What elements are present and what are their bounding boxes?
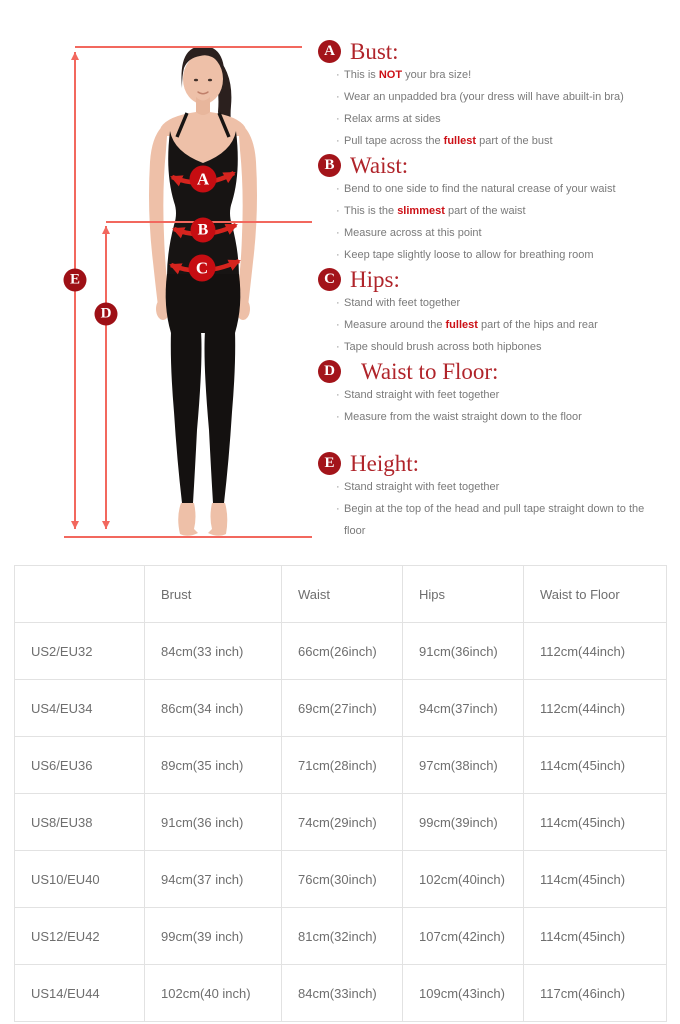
bullet-dot: · xyxy=(336,411,340,423)
section-heading xyxy=(318,38,668,64)
table-cell: 99cm(39 inch) xyxy=(145,908,282,965)
table-row xyxy=(15,623,667,680)
highlighted-word: slimmest xyxy=(397,205,445,217)
section-badge: A xyxy=(318,40,341,63)
table-cell: US12/EU42 xyxy=(15,908,145,965)
bullet-item xyxy=(318,178,668,200)
bullet-text: Stand straight with feet together xyxy=(344,389,500,401)
bullet-text: Keep tape slightly loose to allow for breathing room xyxy=(344,249,594,261)
section-title: Hips: xyxy=(350,266,400,292)
section-heading xyxy=(318,152,668,178)
bullet-text: This is the slimmest part of the waist xyxy=(344,205,526,217)
bullet-dot: · xyxy=(336,113,340,125)
measurement-lines xyxy=(0,0,320,565)
bullet-dot: · xyxy=(336,205,340,217)
section-bullets xyxy=(318,178,668,266)
bullet-text: Measure around the fullest part of the hips and rear xyxy=(344,319,598,331)
table-cell: 84cm(33 inch) xyxy=(145,623,282,680)
bullet-text: Begin at the top of the head and pull tape straight down to the floor xyxy=(344,503,645,537)
table-cell: 94cm(37 inch) xyxy=(145,851,282,908)
section-bust xyxy=(318,38,668,152)
table-cell: 114cm(45inch) xyxy=(524,908,667,965)
bullet-dot: · xyxy=(336,389,340,401)
section-heading xyxy=(318,266,668,292)
bullet-text: Bend to one side to find the natural crease of your waist xyxy=(344,183,616,195)
table-row xyxy=(15,908,667,965)
bullet-item xyxy=(318,498,668,542)
table-cell: 74cm(29inch) xyxy=(282,794,403,851)
table-cell: 112cm(44inch) xyxy=(524,680,667,737)
table-cell: 86cm(34 inch) xyxy=(145,680,282,737)
table-cell: US14/EU44 xyxy=(15,965,145,1022)
table-row xyxy=(15,680,667,737)
bullet-item xyxy=(318,314,668,336)
table-header-cell: Waist xyxy=(282,566,403,623)
bullet-dot: · xyxy=(336,135,340,147)
table-cell: 69cm(27inch) xyxy=(282,680,403,737)
bullet-text: Measure across at this point xyxy=(344,227,482,239)
bullet-item xyxy=(318,86,668,108)
table-cell: 97cm(38inch) xyxy=(403,737,524,794)
table-row xyxy=(15,794,667,851)
bullet-text: Stand straight with feet together xyxy=(344,481,500,493)
section-badge: E xyxy=(318,452,341,475)
table-cell: 114cm(45inch) xyxy=(524,737,667,794)
section-heading xyxy=(318,450,668,476)
section-waist xyxy=(318,152,668,266)
section-bullets xyxy=(318,384,668,428)
bullet-item xyxy=(318,384,668,406)
bullet-item xyxy=(318,200,668,222)
table-cell: 81cm(32inch) xyxy=(282,908,403,965)
bullet-dot: · xyxy=(336,481,340,493)
bullet-text: This is NOT your bra size! xyxy=(344,69,472,81)
section-badge: B xyxy=(318,154,341,177)
table-row xyxy=(15,737,667,794)
table-row xyxy=(15,965,667,1022)
bullet-dot: · xyxy=(336,249,340,261)
bullet-text: Wear an unpadded bra (your dress will have abuilt-in bra) xyxy=(344,91,624,103)
instructions-panel xyxy=(318,38,668,542)
table-cell: 107cm(42inch) xyxy=(403,908,524,965)
section-bullets xyxy=(318,476,668,542)
table-cell: 109cm(43inch) xyxy=(403,965,524,1022)
table-cell: US10/EU40 xyxy=(15,851,145,908)
marker-b-badge: B xyxy=(191,218,216,243)
section-title: Waist to Floor: xyxy=(361,358,499,384)
marker-a-badge: A xyxy=(190,166,217,193)
table-row xyxy=(15,851,667,908)
bullet-dot: · xyxy=(336,183,340,195)
bullet-dot: · xyxy=(336,91,340,103)
section-title: Bust: xyxy=(350,38,399,64)
table-header-cell: Hips xyxy=(403,566,524,623)
bullet-text: Stand with feet together xyxy=(344,297,461,309)
marker-e-badge: E xyxy=(64,269,87,292)
bullet-item xyxy=(318,222,668,244)
table-header-cell: Waist to Floor xyxy=(524,566,667,623)
bullet-text: Pull tape across the fullest part of the bust xyxy=(344,135,553,147)
table-header-row xyxy=(15,566,667,623)
highlighted-word: fullest xyxy=(445,319,478,331)
section-bullets xyxy=(318,64,668,152)
bullet-dot: · xyxy=(336,297,340,309)
bullet-item xyxy=(318,292,668,314)
table-cell: 66cm(26inch) xyxy=(282,623,403,680)
table-cell: 94cm(37inch) xyxy=(403,680,524,737)
section-title: Waist: xyxy=(350,152,409,178)
bullet-item xyxy=(318,130,668,152)
bullet-item xyxy=(318,406,668,428)
section-badge: D xyxy=(318,360,341,383)
bullet-text: Measure from the waist straight down to the floor xyxy=(344,411,582,423)
size-table xyxy=(14,565,667,1022)
bullet-dot: · xyxy=(336,227,340,239)
table-cell: 84cm(33inch) xyxy=(282,965,403,1022)
bullet-item xyxy=(318,336,668,358)
table-cell: 91cm(36 inch) xyxy=(145,794,282,851)
marker-d-badge: D xyxy=(95,303,118,326)
bullet-dot: · xyxy=(336,319,340,331)
bullet-item xyxy=(318,244,668,266)
bullet-dot: · xyxy=(336,503,340,515)
table-header-cell xyxy=(15,566,145,623)
section-heading xyxy=(318,358,668,384)
highlighted-word: fullest xyxy=(443,135,477,147)
table-cell: 91cm(36inch) xyxy=(403,623,524,680)
table-cell: 99cm(39inch) xyxy=(403,794,524,851)
table-header-cell: Brust xyxy=(145,566,282,623)
table-cell: 114cm(45inch) xyxy=(524,794,667,851)
section-waist-to-floor xyxy=(318,358,668,428)
bullet-dot: · xyxy=(336,69,340,81)
section-height xyxy=(318,450,668,542)
table-cell: 102cm(40 inch) xyxy=(145,965,282,1022)
bullet-item xyxy=(318,108,668,130)
bullet-dot: · xyxy=(336,341,340,353)
table-cell: US4/EU34 xyxy=(15,680,145,737)
table-cell: 89cm(35 inch) xyxy=(145,737,282,794)
section-bullets xyxy=(318,292,668,358)
bullet-item xyxy=(318,476,668,498)
table-cell: US6/EU36 xyxy=(15,737,145,794)
table-cell: 117cm(46inch) xyxy=(524,965,667,1022)
bullet-text: Tape should brush across both hipbones xyxy=(344,341,542,353)
table-cell: 71cm(28inch) xyxy=(282,737,403,794)
table-cell: US2/EU32 xyxy=(15,623,145,680)
table-cell: 76cm(30inch) xyxy=(282,851,403,908)
table-cell: 112cm(44inch) xyxy=(524,623,667,680)
highlighted-word: NOT xyxy=(378,69,403,81)
bullet-text: Relax arms at sides xyxy=(344,113,441,125)
section-badge: C xyxy=(318,268,341,291)
section-title: Height: xyxy=(350,450,419,476)
marker-c-badge: C xyxy=(189,255,216,282)
section-hips xyxy=(318,266,668,358)
table-cell: US8/EU38 xyxy=(15,794,145,851)
table-cell: 102cm(40inch) xyxy=(403,851,524,908)
bullet-item xyxy=(318,64,668,86)
table-cell: 114cm(45inch) xyxy=(524,851,667,908)
